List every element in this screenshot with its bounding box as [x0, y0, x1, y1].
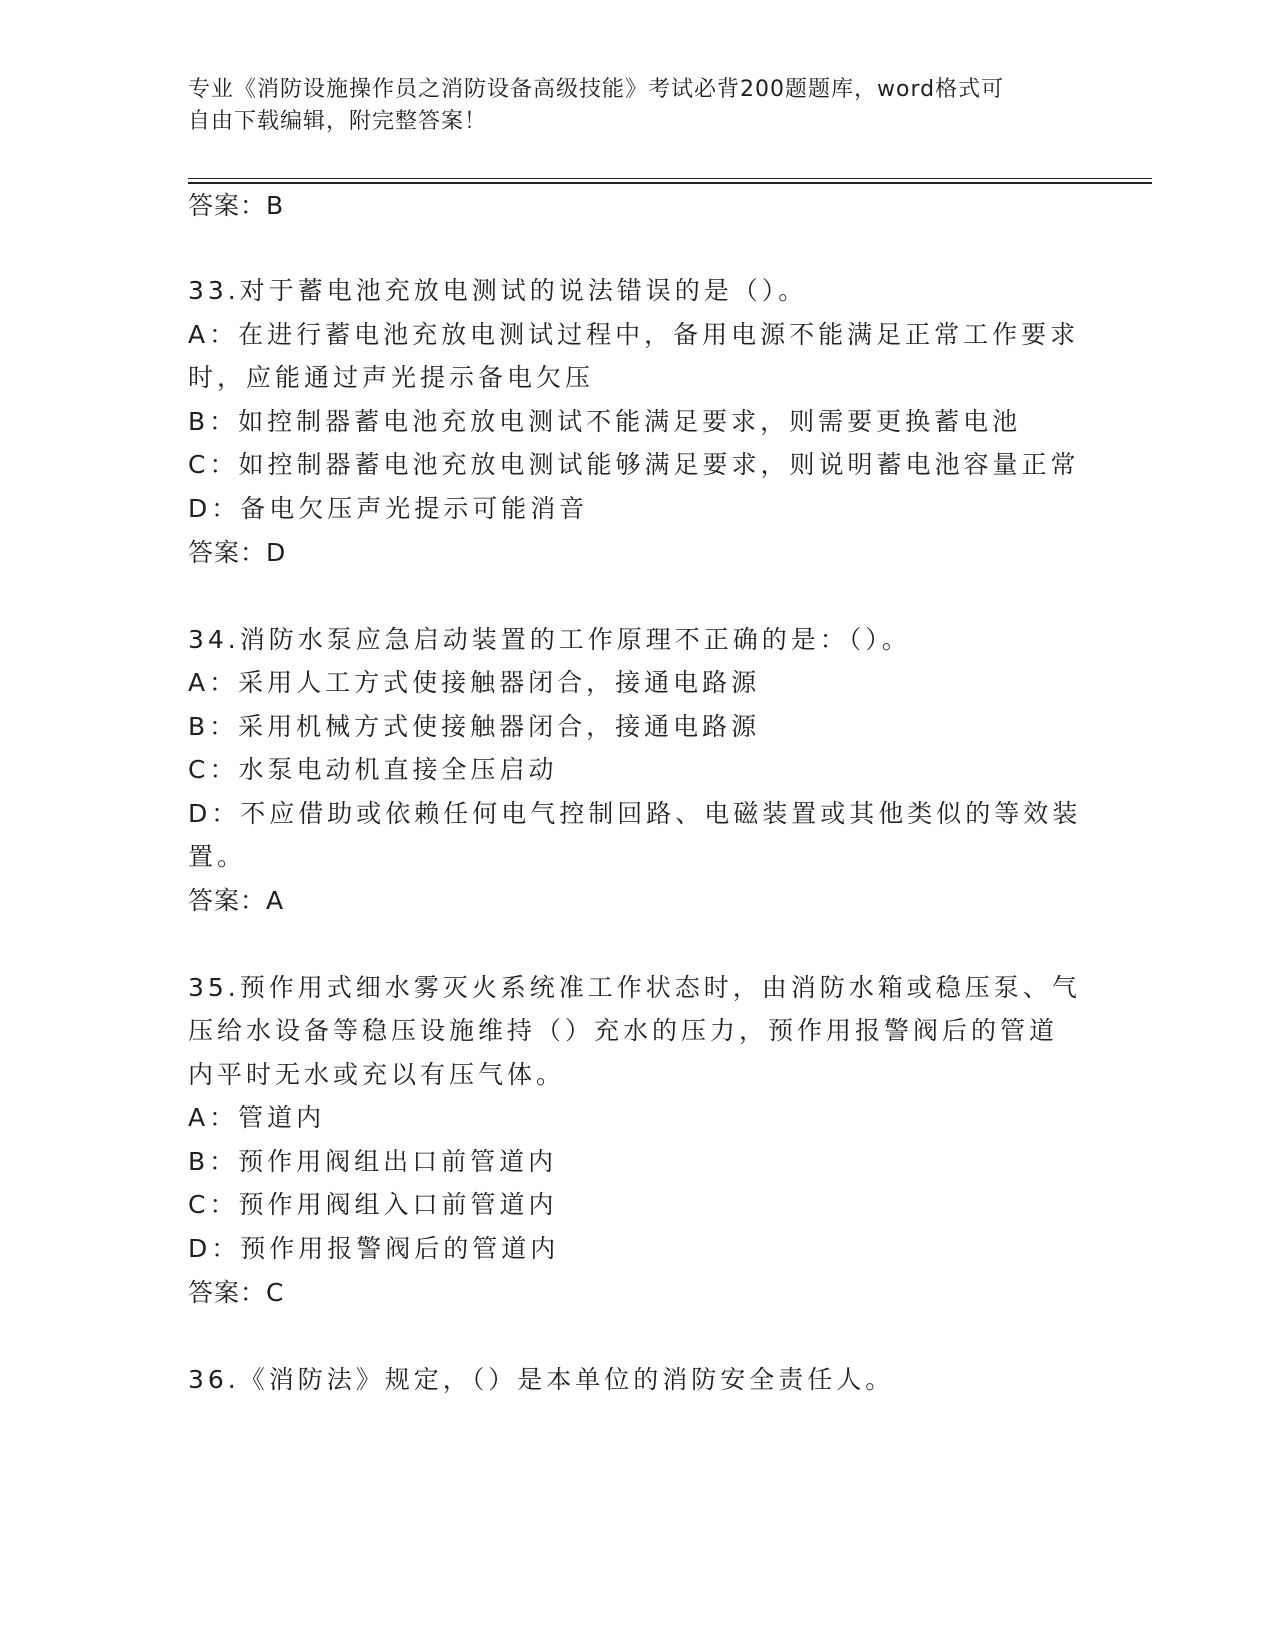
question-35-stem-2: 压给水设备等稳压设施维持（）充水的压力，预作用报警阀后的管道 [188, 1016, 1059, 1045]
question-34-option-d-cont: 置。 [188, 842, 247, 871]
question-33-option-a: A：在进行蓄电池充放电测试过程中，备用电源不能满足正常工作要求 [188, 320, 1080, 349]
header-divider-thick [188, 182, 1152, 184]
question-35-option-d: D：预作用报警阀后的管道内 [188, 1234, 560, 1263]
question-33-option-d: D：备电欠压声光提示可能消音 [188, 494, 589, 523]
answer-33: 答案：D [188, 538, 287, 567]
question-35-option-c: C：预作用阀组入口前管道内 [188, 1190, 558, 1219]
question-35-option-a: A：管道内 [188, 1103, 326, 1132]
question-33-stem: 33.对于蓄电池充放电测试的说法错误的是（）。 [188, 276, 808, 305]
question-34-option-c: C：水泵电动机直接全压启动 [188, 755, 558, 784]
header-divider-thin [188, 178, 1152, 179]
header-line-2: 自由下载编辑，附完整答案！ [188, 109, 488, 134]
question-34-option-a: A：采用人工方式使接触器闭合，接通电路源 [188, 668, 761, 697]
question-34-stem: 34.消防水泵应急启动装置的工作原理不正确的是：（）。 [188, 625, 911, 654]
header-line-1: 专业《消防设施操作员之消防设备高级技能》考试必背200题题库，word格式可 [188, 77, 1005, 102]
answer-32: 答案：B [188, 191, 285, 220]
question-35-stem-1: 35.预作用式细水雾灭火系统准工作状态时，由消防水箱或稳压泵、气 [188, 973, 1081, 1002]
answer-35: 答案：C [188, 1278, 285, 1307]
question-33-option-b: B：如控制器蓄电池充放电测试不能满足要求，则需要更换蓄电池 [188, 407, 1022, 436]
document-header [188, 74, 1068, 138]
question-36-stem: 36.《消防法》规定，（）是本单位的消防安全责任人。 [188, 1365, 895, 1394]
question-35-stem-3: 内平时无水或充以有压气体。 [188, 1060, 566, 1089]
question-33-option-c: C：如控制器蓄电池充放电测试能够满足要求，则说明蓄电池容量正常 [188, 450, 1080, 479]
answer-34: 答案：A [188, 886, 285, 915]
question-33-option-a-cont: 时，应能通过声光提示备电欠压 [188, 363, 595, 392]
question-35-option-b: B：预作用阀组出口前管道内 [188, 1147, 558, 1176]
question-34-option-b: B：采用机械方式使接触器闭合，接通电路源 [188, 712, 761, 741]
question-34-option-d: D：不应借助或依赖任何电气控制回路、电磁装置或其他类似的等效装 [188, 799, 1082, 828]
